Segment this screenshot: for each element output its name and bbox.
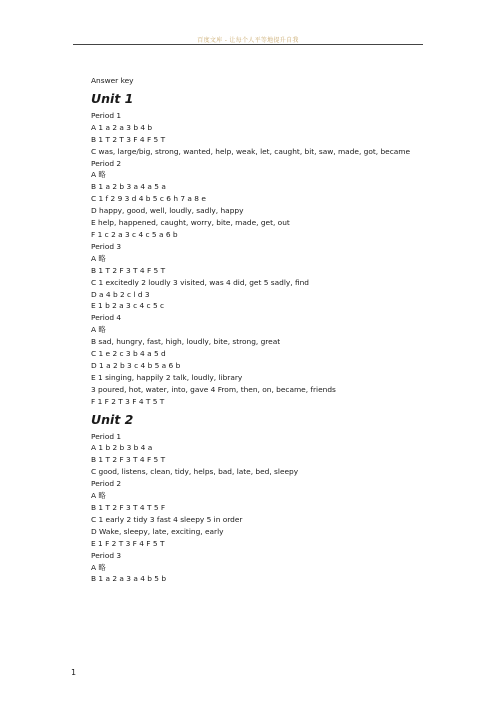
answer-line: B 1 a 2 b 3 a 4 a 5 a [91,182,166,192]
document-title: Answer key [91,76,134,85]
answer-line: B 1 a 2 a 3 a 4 b 5 b [91,574,167,584]
answer-line: C was, large/big, strong, wanted, help, weak, let, caught, bit, saw, made, got, became [91,146,411,156]
answer-line: D happy, good, well, loudly, sadly, happy [91,206,244,216]
unit-section [91,409,431,586]
answer-line: E help, happened, caught, worry, bite, made, get, out [91,218,290,228]
answer-line: A 1 a 2 a 3 b 4 b [91,122,153,132]
answer-line: B 1 T 2 F 3 T 4 F 5 T [91,265,166,275]
header-note: 百度文库 - 让每个人平等地提升自我 [197,37,299,44]
answer-line: Period 3 [91,241,122,251]
answer-line: Period 1 [91,110,122,120]
answer-line: 3 poured, hot, water, into, gave 4 From, then, on, became, friends [91,384,336,394]
answer-line: Period 4 [91,313,122,323]
answer-line: A 略 [91,491,106,501]
answer-line: D 1 a 2 b 3 c 4 b 5 a 6 b [91,360,181,370]
page-number: 1 [71,668,77,677]
answer-line: F 1 F 2 T 3 F 4 T 5 T [91,396,165,406]
unit-section [91,88,431,408]
answer-line: Period 3 [91,550,122,560]
answer-line: B 1 T 2 T 3 F 4 F 5 T [91,134,166,144]
answer-line: C good, listens, clean, tidy, helps, bad, late, bed, sleepy [91,467,299,477]
answer-line: C 1 early 2 tidy 3 fast 4 sleepy 5 in order [91,514,243,524]
answer-line: B sad, hungry, fast, high, loudly, bite, strong, great [91,337,281,347]
answer-line: A 略 [91,325,106,335]
answer-line: F 1 c 2 a 3 c 4 c 5 a 6 b [91,229,178,239]
answer-line: Period 2 [91,158,122,168]
answer-line: D a 4 b 2 c l d 3 [91,289,150,299]
answer-line: A 略 [91,170,106,180]
answer-line: C 1 e 2 c 3 b 4 a 5 d [91,349,166,359]
answer-line: D Wake, sleepy, late, exciting, early [91,526,224,536]
header-rule [73,44,423,45]
answer-line: Period 2 [91,479,122,489]
answer-line: B 1 T 2 F 3 T 4 T 5 F [91,503,166,512]
answer-line: E 1 b 2 a 3 c 4 c 5 c [91,301,165,311]
units-container [91,88,431,585]
answer-line: Period 1 [91,431,122,441]
answer-line: A 略 [91,562,106,572]
answer-line: E 1 F 2 T 3 F 4 F 5 T [91,538,165,548]
unit-title: Unit 2 [91,411,134,427]
document-body [91,75,431,585]
answer-line: B 1 T 2 F 3 T 4 F 5 T [91,455,166,465]
answer-line: C 1 excitedly 2 loudly 3 visited, was 4 did, get 5 sadly, find [91,277,309,287]
answer-line: A 略 [91,253,106,263]
answer-line: A 1 b 2 b 3 b 4 a [91,443,153,453]
unit-title: Unit 1 [91,90,134,106]
answer-line: E 1 singing, happily 2 talk, loudly, library [91,372,243,382]
answer-line: C 1 f 2 9 3 d 4 b 5 c 6 h 7 a 8 e [91,194,206,204]
